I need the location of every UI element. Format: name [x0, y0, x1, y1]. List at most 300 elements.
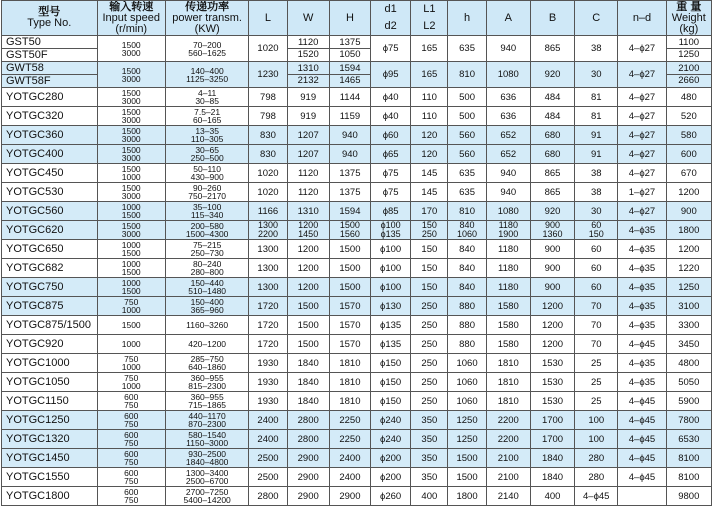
cell-w: 1310 [287, 202, 329, 221]
cell-w: 1840 [287, 373, 329, 392]
table-row [2, 259, 712, 278]
cell-c: 60 [575, 278, 618, 297]
cell-weight [666, 62, 711, 88]
cell-nd: 4–ϕ45 [618, 449, 666, 468]
cell-model: YOTGC650 [2, 240, 98, 259]
cell-l: 1300 [249, 240, 287, 259]
cell-d: ϕ40 [371, 107, 411, 126]
cell-l: 1020 [249, 183, 287, 202]
cell-h: 1144 [329, 88, 370, 107]
cell-power: 80–240 280–800 [165, 259, 248, 278]
cell-nd: 4–ϕ35 [618, 221, 666, 240]
cell-speed: 600 750 [97, 430, 165, 449]
cell-d: ϕ240 [371, 430, 411, 449]
cell-nd: 4–ϕ27 [618, 88, 666, 107]
cell-model: YOTGC620 [2, 221, 98, 240]
cell-d: ϕ200 [371, 468, 411, 487]
cell-nd: 4–ϕ27 [618, 202, 666, 221]
cell-speed: 600 750 [97, 392, 165, 411]
cell-a: 1080 [486, 62, 530, 88]
cell-model: YOTGC1550 [2, 468, 98, 487]
table-row [2, 145, 712, 164]
cell-a: 1580 [486, 297, 530, 316]
cell-model: YOTGC560 [2, 202, 98, 221]
header-h: h [448, 1, 486, 36]
cell-nd: 4–ϕ27 [618, 126, 666, 145]
cell-part: 1120 [297, 37, 319, 48]
cell-nd: 4–ϕ27 [618, 36, 666, 62]
table-row [2, 240, 712, 259]
cell-model: YOTGC1150 [2, 392, 98, 411]
cell-c: 60 [575, 259, 618, 278]
cell-d: ϕ240 [371, 411, 411, 430]
cell-part: GWT58F [2, 74, 97, 87]
cell-power: 35–100 115–340 [165, 202, 248, 221]
cell-h: 810 [448, 62, 486, 88]
cell-h: 840 [448, 240, 486, 259]
cell-h: 1500 [448, 449, 486, 468]
cell-a: 1810 [486, 392, 530, 411]
cell-b: 900 1360 [530, 221, 574, 240]
cell-l: 1930 [249, 373, 287, 392]
cell-nd: 4–ϕ45 [618, 335, 666, 354]
cell-h: 1810 [329, 373, 370, 392]
cell-h: 2900 [329, 487, 370, 506]
cell-w: 919 [287, 107, 329, 126]
cell-b: 900 [530, 259, 574, 278]
cell-l: 798 [249, 107, 287, 126]
cell-d: ϕ150 [371, 373, 411, 392]
cell-h: 1060 [448, 392, 486, 411]
cell-c: 81 [575, 107, 618, 126]
cell-a: 652 [486, 126, 530, 145]
cell-part: 2660 [667, 74, 711, 86]
table-row [2, 449, 712, 468]
cell-l1: 145 [411, 183, 448, 202]
cell-speed: 750 1000 [97, 373, 165, 392]
cell-speed: 1500 3000 [97, 36, 165, 62]
cell-a: 1180 [486, 259, 530, 278]
cell-power: 285–750 640–1860 [165, 354, 248, 373]
header-L: L [249, 1, 287, 36]
cell-b: 1530 [530, 392, 574, 411]
header-power: 传递功率 power transm. (KW) [165, 1, 248, 36]
cell-part: 1594 [339, 63, 361, 74]
cell-l1: 350 [411, 430, 448, 449]
cell-l: 830 [249, 126, 287, 145]
cell-nd: 4–ϕ35 [618, 259, 666, 278]
cell-b: 865 [530, 183, 574, 202]
cell-speed: 1500 [97, 316, 165, 335]
table-row [2, 202, 712, 221]
specification-table [1, 0, 712, 506]
cell-part: GST50 [6, 36, 41, 48]
cell-speed: 1500 3000 [97, 221, 165, 240]
cell-speed: 1500 3000 [97, 145, 165, 164]
cell-c: 25 [575, 373, 618, 392]
cell-nd: 4–ϕ45 [618, 430, 666, 449]
cell-speed: 600 750 [97, 487, 165, 506]
cell-nd: 4–ϕ35 [618, 316, 666, 335]
cell-weight: 480 [666, 88, 711, 107]
cell-w: 1200 1450 [287, 221, 329, 240]
cell-b: 1200 [530, 297, 574, 316]
cell-l1: 170 [411, 202, 448, 221]
cell-l: 1020 [249, 164, 287, 183]
cell-h: 1810 [329, 354, 370, 373]
cell-nd: 4–ϕ27 [618, 164, 666, 183]
cell-power: 150–400 365–960 [165, 297, 248, 316]
table-row [2, 468, 712, 487]
cell-part: GWT58 [6, 62, 44, 74]
cell-a: 652 [486, 145, 530, 164]
cell-weight: 600 [666, 145, 711, 164]
cell-nd: 4–ϕ35 [618, 240, 666, 259]
cell-speed: 1500 3000 [97, 62, 165, 88]
cell-h: 840 [448, 278, 486, 297]
cell-w: 1500 [287, 297, 329, 316]
cell-power: 1300–3400 2500–6700 [165, 468, 248, 487]
table-row [2, 430, 712, 449]
cell-c: 280 [575, 468, 618, 487]
cell-weight: 4800 [666, 354, 711, 373]
cell-model: YOTGC920 [2, 335, 98, 354]
cell-nd: 4–ϕ35 [618, 373, 666, 392]
cell-l: 1020 [249, 36, 287, 62]
cell-l1: 120 [411, 126, 448, 145]
cell-power: 150–440 510–1480 [165, 278, 248, 297]
cell-b: 1840 [530, 449, 574, 468]
cell-power: 580–1540 1150–3000 [165, 430, 248, 449]
cell-h: 2400 [329, 449, 370, 468]
cell-part: GST50F [2, 48, 97, 61]
cell-part: 1250 [667, 48, 711, 60]
cell-b: 920 [530, 202, 574, 221]
cell-l: 1300 [249, 278, 287, 297]
cell-h: 635 [448, 164, 486, 183]
cell-h: 1500 [448, 468, 486, 487]
cell-weight [666, 36, 711, 62]
cell-power: 13–35 110–305 [165, 126, 248, 145]
table-row [2, 164, 712, 183]
cell-model: YOTGC1320 [2, 430, 98, 449]
cell-c: 70 [575, 297, 618, 316]
cell-speed: 1500 3000 [97, 88, 165, 107]
header-speed: 输入转速 Input speed (r/min) [97, 1, 165, 36]
cell-w: 1500 [287, 316, 329, 335]
cell-c: 25 [575, 392, 618, 411]
cell-nd: 4–ϕ35 [618, 354, 666, 373]
cell-h: 1500 1560 [329, 221, 370, 240]
cell-c: 38 [575, 164, 618, 183]
cell-c: 60 150 [575, 221, 618, 240]
cell-h: 1250 [448, 411, 486, 430]
cell-l1: 250 [411, 373, 448, 392]
cell-h: 810 [448, 202, 486, 221]
cell-nd: 4–ϕ27 [618, 145, 666, 164]
table-row [2, 107, 712, 126]
cell-h: 1375 [329, 164, 370, 183]
cell-nd: 4–ϕ45 [618, 392, 666, 411]
cell-h [329, 62, 370, 88]
cell-h: 1800 [448, 487, 486, 506]
cell-weight: 3300 [666, 316, 711, 335]
cell-d: ϕ65 [371, 145, 411, 164]
cell-d: ϕ135 [371, 316, 411, 335]
cell-l1: 350 [411, 468, 448, 487]
cell-c: 70 [575, 316, 618, 335]
cell-h: 635 [448, 183, 486, 202]
cell-b: 1700 [530, 430, 574, 449]
cell-power: 930–2500 1840–4800 [165, 449, 248, 468]
cell-part: 1375 [339, 37, 361, 48]
cell-h: 2250 [329, 411, 370, 430]
cell-weight: 580 [666, 126, 711, 145]
cell-l1: 165 [411, 36, 448, 62]
cell-b: 1530 [530, 354, 574, 373]
cell-h: 1810 [329, 392, 370, 411]
cell-l1: 110 [411, 88, 448, 107]
cell-part: 2100 [678, 63, 700, 74]
cell-nd: 4–ϕ45 [618, 468, 666, 487]
cell-a: 940 [486, 36, 530, 62]
cell-power: 360–955 815–2300 [165, 373, 248, 392]
cell-h: 880 [448, 297, 486, 316]
cell-h: 2400 [329, 468, 370, 487]
cell-a: 2100 [486, 468, 530, 487]
cell-nd: 4–ϕ45 [618, 411, 666, 430]
cell-w: 1207 [287, 145, 329, 164]
cell-b: 1530 [530, 373, 574, 392]
cell-a: 940 [486, 183, 530, 202]
cell-d: ϕ100 [371, 259, 411, 278]
cell-d: ϕ95 [371, 62, 411, 88]
table-row [2, 126, 712, 145]
cell-d: ϕ100 [371, 278, 411, 297]
cell-d: ϕ135 [371, 335, 411, 354]
cell-l: 830 [249, 145, 287, 164]
cell-l1: 250 [411, 316, 448, 335]
cell-b: 680 [530, 126, 574, 145]
cell-l: 2400 [249, 411, 287, 430]
cell-w: 1200 [287, 259, 329, 278]
cell-h: 840 [448, 259, 486, 278]
cell-l1: 110 [411, 107, 448, 126]
cell-a: 940 [486, 164, 530, 183]
cell-a: 2140 [486, 487, 530, 506]
cell-power: 420–1200 [165, 335, 248, 354]
cell-w: 1840 [287, 354, 329, 373]
cell-h: 840 1060 [448, 221, 486, 240]
cell-l: 1300 2200 [249, 221, 287, 240]
cell-b: 484 [530, 107, 574, 126]
cell-a: 636 [486, 88, 530, 107]
header-B: B [530, 1, 574, 36]
cell-h: 880 [448, 335, 486, 354]
table-row [2, 278, 712, 297]
table-row [2, 36, 712, 62]
cell-nd: 1–ϕ27 [618, 183, 666, 202]
cell-w: 2800 [287, 430, 329, 449]
cell-l1: 350 [411, 411, 448, 430]
cell-h: 1570 [329, 316, 370, 335]
cell-h: 1375 [329, 183, 370, 202]
cell-weight: 1220 [666, 259, 711, 278]
cell-w: 1120 [287, 183, 329, 202]
cell-power: 440–1170 870–2300 [165, 411, 248, 430]
cell-power: 50–110 430–900 [165, 164, 248, 183]
cell-d: ϕ150 [371, 392, 411, 411]
cell-d: ϕ85 [371, 202, 411, 221]
cell-model: YOTGC875/1500 [2, 316, 98, 335]
cell-power: 2700–7250 5400–14200 [165, 487, 248, 506]
cell-model: YOTGC875 [2, 297, 98, 316]
cell-w [287, 62, 329, 88]
cell-speed: 1000 [97, 335, 165, 354]
cell-speed: 600 750 [97, 468, 165, 487]
cell-w: 919 [287, 88, 329, 107]
cell-weight: 5900 [666, 392, 711, 411]
table-row [2, 373, 712, 392]
cell-model: YOTGC360 [2, 126, 98, 145]
table-row [2, 62, 712, 88]
cell-weight: 1200 [666, 183, 711, 202]
cell-l: 1230 [249, 62, 287, 88]
cell-a: 1180 [486, 240, 530, 259]
cell-power: 360–955 715–1865 [165, 392, 248, 411]
cell-h: 1060 [448, 373, 486, 392]
cell-l1: 250 [411, 392, 448, 411]
cell-b: 865 [530, 36, 574, 62]
cell-l: 2500 [249, 449, 287, 468]
cell-h: 1570 [329, 335, 370, 354]
cell-b: 900 [530, 278, 574, 297]
cell-l: 1300 [249, 259, 287, 278]
cell-speed: 1500 3000 [97, 126, 165, 145]
cell-l: 1166 [249, 202, 287, 221]
cell-model: YOTGC530 [2, 183, 98, 202]
header-A: A [486, 1, 530, 36]
cell-part: 1465 [330, 74, 370, 86]
table-row [2, 297, 712, 316]
cell-nd: 4–ϕ27 [618, 107, 666, 126]
cell-power: 4–11 30–85 [165, 88, 248, 107]
cell-c: 81 [575, 88, 618, 107]
cell-a: 1810 [486, 354, 530, 373]
cell-h: 1570 [329, 297, 370, 316]
cell-a: 1180 1900 [486, 221, 530, 240]
cell-l: 1930 [249, 392, 287, 411]
cell-l1: 150 [411, 259, 448, 278]
cell-h: 1250 [448, 430, 486, 449]
table-row [2, 411, 712, 430]
cell-l1: 400 [411, 487, 448, 506]
cell-a: 1180 [486, 278, 530, 297]
cell-w: 2900 [287, 487, 329, 506]
cell-c: 60 [575, 240, 618, 259]
cell-power: 70–200 560–1625 [165, 36, 248, 62]
cell-weight: 8100 [666, 468, 711, 487]
cell-part: 1310 [297, 63, 319, 74]
cell-h: 2250 [329, 430, 370, 449]
header-type: 型号 Type No. [2, 1, 98, 36]
cell-d: ϕ150 [371, 354, 411, 373]
cell-model: YOTGC750 [2, 278, 98, 297]
table-row [2, 183, 712, 202]
cell-model: YOTGC1000 [2, 354, 98, 373]
cell-l1: 120 [411, 145, 448, 164]
cell-speed: 600 750 [97, 411, 165, 430]
cell-w: 1200 [287, 278, 329, 297]
cell-b: 1200 [530, 335, 574, 354]
cell-w: 1120 [287, 164, 329, 183]
cell-l1: 150 250 [411, 221, 448, 240]
cell-b: 680 [530, 145, 574, 164]
cell-speed: 1000 1500 [97, 278, 165, 297]
cell-l1: 250 [411, 354, 448, 373]
cell-part: 1100 [678, 37, 700, 48]
cell-a: 2100 [486, 449, 530, 468]
table-row [2, 392, 712, 411]
cell-a: 2200 [486, 430, 530, 449]
cell-a: 1080 [486, 202, 530, 221]
cell-d: ϕ75 [371, 36, 411, 62]
cell-power: 90–260 750–2170 [165, 183, 248, 202]
cell-weight: 7800 [666, 411, 711, 430]
cell-h: 500 [448, 107, 486, 126]
cell-w: 1207 [287, 126, 329, 145]
cell-weight: 3450 [666, 335, 711, 354]
cell-d: ϕ100 ϕ135 [371, 221, 411, 240]
cell-c: 100 [575, 411, 618, 430]
cell-h: 500 [448, 88, 486, 107]
cell-power: 7.5–21 60–165 [165, 107, 248, 126]
cell-model: YOTGC1450 [2, 449, 98, 468]
cell-speed: 1000 1500 [97, 259, 165, 278]
cell-d: ϕ75 [371, 164, 411, 183]
table-body [2, 36, 712, 506]
cell-h [329, 36, 370, 62]
cell-power: 140–400 1125–3250 [165, 62, 248, 88]
cell-d: ϕ60 [371, 126, 411, 145]
cell-d: ϕ75 [371, 183, 411, 202]
cell-model: YOTGC280 [2, 88, 98, 107]
cell-speed: 1500 3000 [97, 183, 165, 202]
cell-power: 200–580 1500–4300 [165, 221, 248, 240]
cell-l: 1720 [249, 297, 287, 316]
cell-l1: 150 [411, 240, 448, 259]
cell-model: YOTGC400 [2, 145, 98, 164]
cell-h: 1060 [448, 354, 486, 373]
cell-a: 1810 [486, 373, 530, 392]
cell-l: 2800 [249, 487, 287, 506]
cell-weight: 3100 [666, 297, 711, 316]
cell-c: 91 [575, 145, 618, 164]
cell-weight: 1800 [666, 221, 711, 240]
cell-c: 70 [575, 335, 618, 354]
cell-b: 920 [530, 62, 574, 88]
header-H: H [329, 1, 370, 36]
cell-model: YOTGC320 [2, 107, 98, 126]
cell-w: 1500 [287, 335, 329, 354]
cell-l: 2400 [249, 430, 287, 449]
header-C: C [575, 1, 618, 36]
cell-w: 1840 [287, 392, 329, 411]
cell-b: 1700 [530, 411, 574, 430]
cell-weight: 520 [666, 107, 711, 126]
cell-l1: 150 [411, 278, 448, 297]
cell-b: 900 [530, 240, 574, 259]
